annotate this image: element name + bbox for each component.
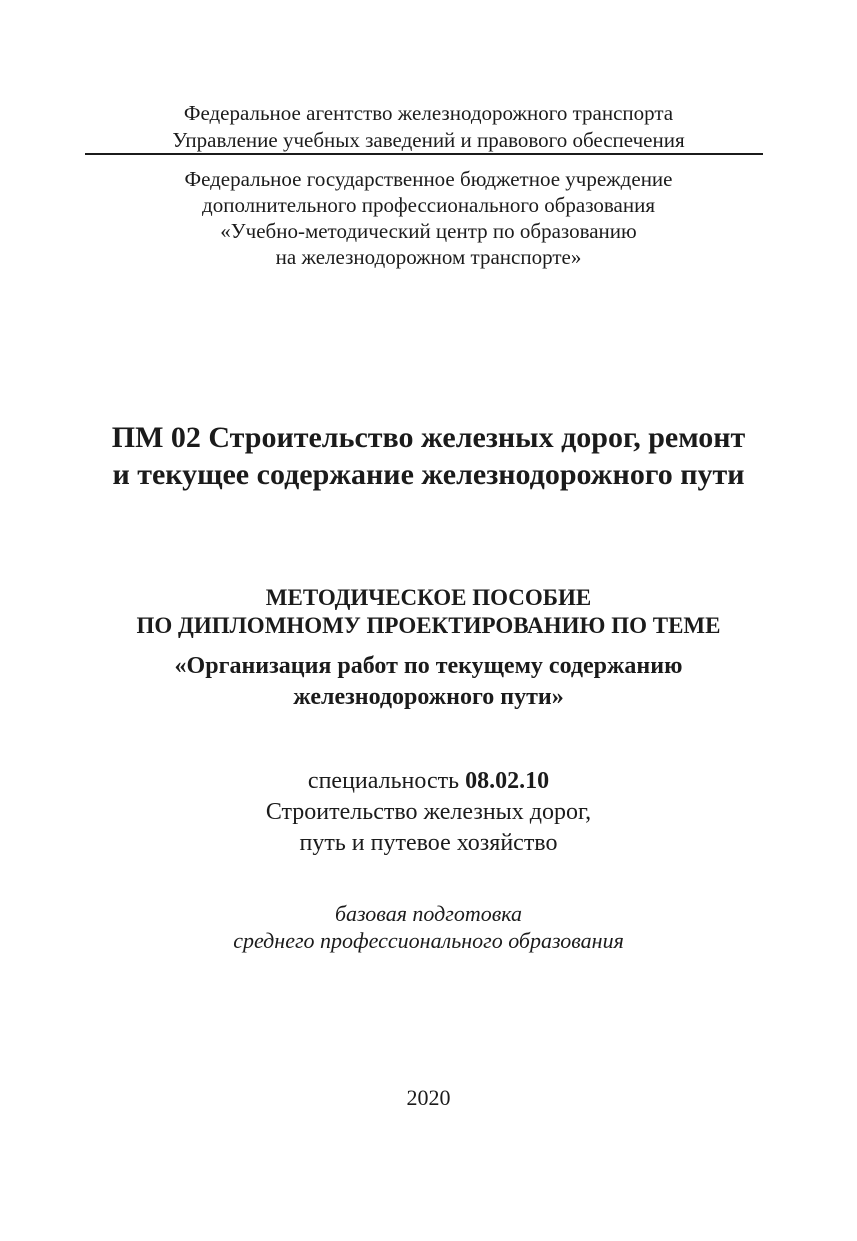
theme-line-2: железнодорожного пути» (293, 684, 564, 710)
training-level (0, 900, 857, 954)
header-divider (85, 153, 763, 155)
specialty-line-3: путь и путевое хозяйство (299, 830, 558, 856)
publication-year: 2020 (406, 1085, 451, 1110)
agency-line-1: Федеральное агентство железнодорожного транспорта (183, 101, 674, 125)
specialty-code: 08.02.10 (465, 768, 550, 794)
page-title-line-1: ПМ 02 Строительство железных дорог, ремонт (111, 421, 746, 454)
training-line-1: базовая подготовка (334, 901, 523, 926)
institution-line-1: Федеральное государственное бюджетное учреждение (184, 167, 673, 191)
specialty-label: специальность (307, 768, 466, 794)
document-type-subtitle (0, 584, 857, 640)
institution-header (0, 166, 857, 270)
subtitle-line-1: МЕТОДИЧЕСКОЕ ПОСОБИЕ (265, 585, 592, 610)
page-title-line-2: и текущее содержание железнодорожного пути (112, 458, 745, 491)
agency-header (0, 100, 857, 154)
specialty-line-1 (0, 766, 857, 797)
institution-line-3: «Учебно-методический центр по образованию (220, 219, 637, 243)
specialty-block (0, 766, 857, 859)
subtitle-line-2: ПО ДИПЛОМНОМУ ПРОЕКТИРОВАНИЮ ПО ТЕМЕ (136, 613, 721, 638)
theme-line-1: «Организация работ по текущему содержанию (174, 653, 683, 679)
page-title (0, 419, 857, 493)
institution-line-2: дополнительного профессионального образования (202, 193, 655, 217)
specialty-line-2: Строительство железных дорог, (265, 799, 592, 825)
agency-line-2: Управление учебных заведений и правового обеспечения (172, 128, 685, 152)
theme-title (0, 651, 857, 713)
institution-line-4: на железнодорожном транспорте» (275, 245, 582, 269)
training-line-2: среднего профессионального образования (233, 928, 624, 953)
